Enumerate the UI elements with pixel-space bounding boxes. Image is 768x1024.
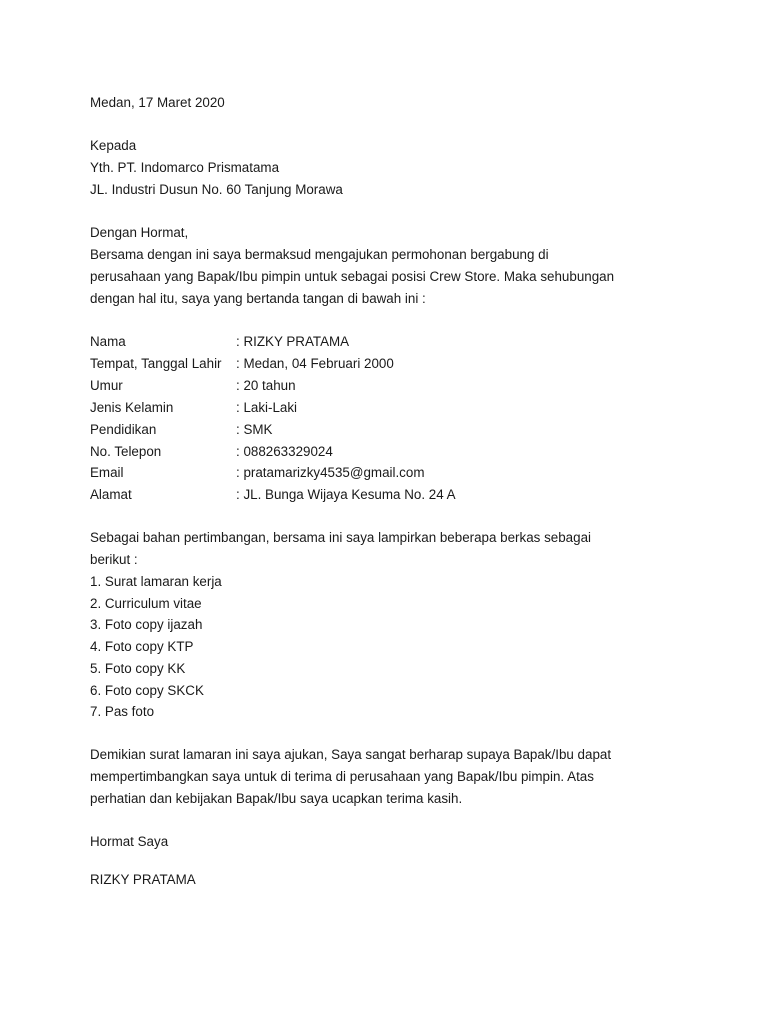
salutation: Dengan Hormat, [90, 225, 189, 240]
recipient-address: JL. Industri Dusun No. 60 Tanjung Morawa [90, 182, 343, 197]
attachment-item: 3. Foto copy ijazah [90, 617, 203, 632]
field-value: : Medan, 04 Februari 2000 [236, 356, 394, 371]
personal-row-phone [90, 443, 333, 461]
intro-line: Bersama dengan ini saya bermaksud mengajukan permohonan bergabung di [90, 247, 549, 262]
field-label: Email [90, 465, 124, 480]
attachment-item: 4. Foto copy KTP [90, 639, 194, 654]
field-label: Tempat, Tanggal Lahir [90, 356, 222, 371]
personal-row-address [90, 486, 456, 504]
attachment-item: 1. Surat lamaran kerja [90, 574, 222, 589]
field-label: No. Telepon [90, 444, 162, 459]
personal-row-gender [90, 399, 297, 417]
letter-date: Medan, 17 Maret 2020 [90, 95, 225, 110]
field-value: : RIZKY PRATAMA [236, 334, 350, 349]
attachments-intro-line: Sebagai bahan pertimbangan, bersama ini saya lampirkan beberapa berkas sebagai [90, 530, 591, 545]
field-value: : JL. Bunga Wijaya Kesuma No. 24 A [236, 487, 456, 502]
closing-line: mempertimbangkan saya untuk di terima di perusahaan yang Bapak/Ibu pimpin. Atas [90, 769, 594, 784]
field-value: : 088263329024 [236, 444, 333, 459]
field-label: Alamat [90, 487, 132, 502]
intro-line: perusahaan yang Bapak/Ibu pimpin untuk sebagai posisi Crew Store. Maka sehubungan [90, 269, 615, 284]
signature-name: RIZKY PRATAMA [90, 872, 196, 887]
personal-row-education [90, 421, 272, 439]
field-value: : 20 tahun [236, 378, 296, 393]
attachment-item: 6. Foto copy SKCK [90, 683, 204, 698]
closing-line: Demikian surat lamaran ini saya ajukan, Saya sangat berharap supaya Bapak/Ibu dapat [90, 747, 612, 762]
personal-row-birth [90, 355, 394, 373]
personal-row-age [90, 377, 296, 395]
recipient-company: Yth. PT. Indomarco Prismatama [90, 160, 280, 175]
attachment-item: 2. Curriculum vitae [90, 596, 202, 611]
closing-line: perhatian dan kebijakan Bapak/Ibu saya ucapkan terima kasih. [90, 791, 463, 806]
field-value: : pratamarizky4535@gmail.com [236, 465, 425, 480]
personal-row-email [90, 464, 424, 482]
field-label: Pendidikan [90, 422, 157, 437]
field-value: : Laki-Laki [236, 400, 298, 415]
field-value: : SMK [236, 422, 273, 437]
attachments-intro-line: berikut : [90, 552, 138, 567]
intro-line: dengan hal itu, saya yang bertanda tangan di bawah ini : [90, 291, 426, 306]
field-label: Jenis Kelamin [90, 400, 174, 415]
recipient-greeting: Kepada [90, 138, 137, 153]
attachment-item: 7. Pas foto [90, 704, 155, 719]
attachment-item: 5. Foto copy KK [90, 661, 186, 676]
sign-off: Hormat Saya [90, 834, 169, 849]
field-label: Nama [90, 334, 126, 349]
personal-row-name [90, 333, 349, 351]
field-label: Umur [90, 378, 123, 393]
